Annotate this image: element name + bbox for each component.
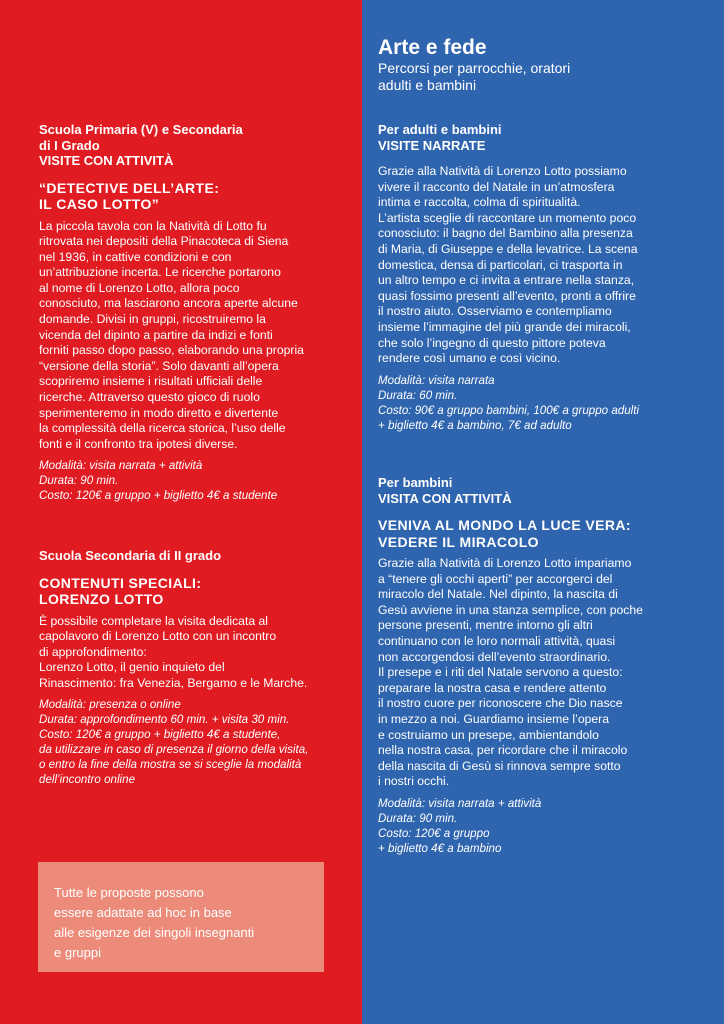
page-subtitle: Percorsi per parrocchie, oratori adulti e bambini (378, 60, 571, 93)
section-body: La piccola tavola con la Natività di Lotto fu ritrovata nei depositi della Pinacoteca di Siena nel 1936, in cattive condizioni e con un’attribuzione incerta. Le ricerche portarono al nome di Lorenzo Lotto, allora poco conosciuto, ma lasciarono ancora aperte alcune domande. Divisi in gruppi, ricostruiremo la vicenda del dipinto a partire da indizi e fonti forniti passo dopo passo, elaborando una propria “versione della storia”. Solo davanti all’opera scopriremo insieme i risultati ufficiali delle ricerche. Attraverso questo gioco di ruolo sperimenteremo in modo diretto e divertente la complessità della ricerca storica, l’uso delle fonti e il confronto tra ipotesi diverse. (39, 218, 304, 451)
section-audience: Per adulti e bambini (378, 122, 502, 137)
section-audience: Per bambini (378, 475, 453, 490)
section-title: “DETECTIVE DELL’ARTE: IL CASO LOTTO” (39, 179, 220, 212)
section-type: VISITA CON ATTIVITÀ (378, 490, 512, 506)
note-box (38, 862, 324, 972)
page-header (378, 36, 708, 94)
section-type: VISITE CON ATTIVITÀ (39, 153, 174, 168)
note-text: Tutte le proposte possono essere adattate ad hoc in base alle esigenze dei singoli insegnanti e gruppi (54, 885, 255, 960)
section-audience: Scuola Primaria (V) e Secondaria di I Grado (39, 122, 243, 153)
section-details: Modalità: presenza o online Durata: approfondimento 60 min. + visita 30 min. Costo: 120€ a gruppo + biglietto 4€ a studente, da utilizzare in caso di presenza il giorno della visita, o entro la fine della mostra se si sceglie la modalità dell’incontro online (39, 698, 309, 787)
section-detective (39, 122, 351, 503)
page-title: Arte e fede (378, 36, 487, 59)
section-details: Modalità: visita narrata + attività Durata: 90 min. Costo: 120€ a gruppo + biglietto 4€ a studente (39, 459, 278, 503)
section-body: È possibile completare la visita dedicata al capolavoro di Lorenzo Lotto con un incontro di approfondimento: Lorenzo Lotto, il genio inquieto del Rinascimento: fra Venezia, Bergamo e le Marche. (39, 613, 308, 690)
section-title: VENIVA AL MONDO LA LUCE VERA: VEDERE IL MIRACOLO (378, 517, 631, 550)
section-title: CONTENUTI SPECIALI: LORENZO LOTTO (39, 574, 202, 607)
section-body: Grazie alla Natività di Lorenzo Lotto impariamo a “tenere gli occhi aperti” per accorgerci del miracolo del Natale. Nel dipinto, la nascita di Gesù avviene in una stanza semplice, con poche persone presenti, mentre intorno gli altri continuano con le loro normali attività, quasi non accorgendosi dell’evento straordinario. Il presepe e i riti del Natale servono a questo: preparare la nostra casa e rendere attento il nostro cuore per riconoscere che Dio nasce in mezzo a noi. Guardiamo insieme l’opera e costruiamo un presepe, ambientandolo nella nostra casa, per ricordare che il miracolo della nascita di Gesù si rinnova sempre sotto i nostri occhi. (378, 556, 643, 789)
section-contenuti-speciali (39, 548, 351, 787)
section-audience: Scuola Secondaria di II grado (39, 548, 222, 563)
section-details: Modalità: visita narrata Durata: 60 min. Costo: 90€ a gruppo bambini, 100€ a gruppo adulti + biglietto 4€ a bambino, 7€ ad adulto (378, 373, 640, 432)
section-type: VISITE NARRATE (378, 137, 486, 153)
section-visite-narrate (378, 122, 712, 433)
section-visita-attivita (378, 475, 712, 856)
section-details: Modalità: visita narrata + attività Durata: 90 min. Costo: 120€ a gruppo + biglietto 4€ a bambino (378, 796, 542, 855)
section-body: Grazie alla Natività di Lorenzo Lotto possiamo vivere il racconto del Natale in un’atmosfera intima e raccolta, colma di spiritualità. L’artista sceglie di raccontare un momento poco conosciuto: il bagno del Bambino alla presenza di Maria, di Giuseppe e della levatrice. La scena domestica, densa di particolari, ci trasporta in un altro tempo e ci invita a entrare nella stanza, quasi fossimo presenti all’evento, pronti a offrire il nostro aiuto. Osserviamo e contempliamo insieme l’immagine del più grande dei miracoli, che solo l’ingegno di questo pittore poteva rendere così umano e così vicino. (378, 164, 638, 366)
